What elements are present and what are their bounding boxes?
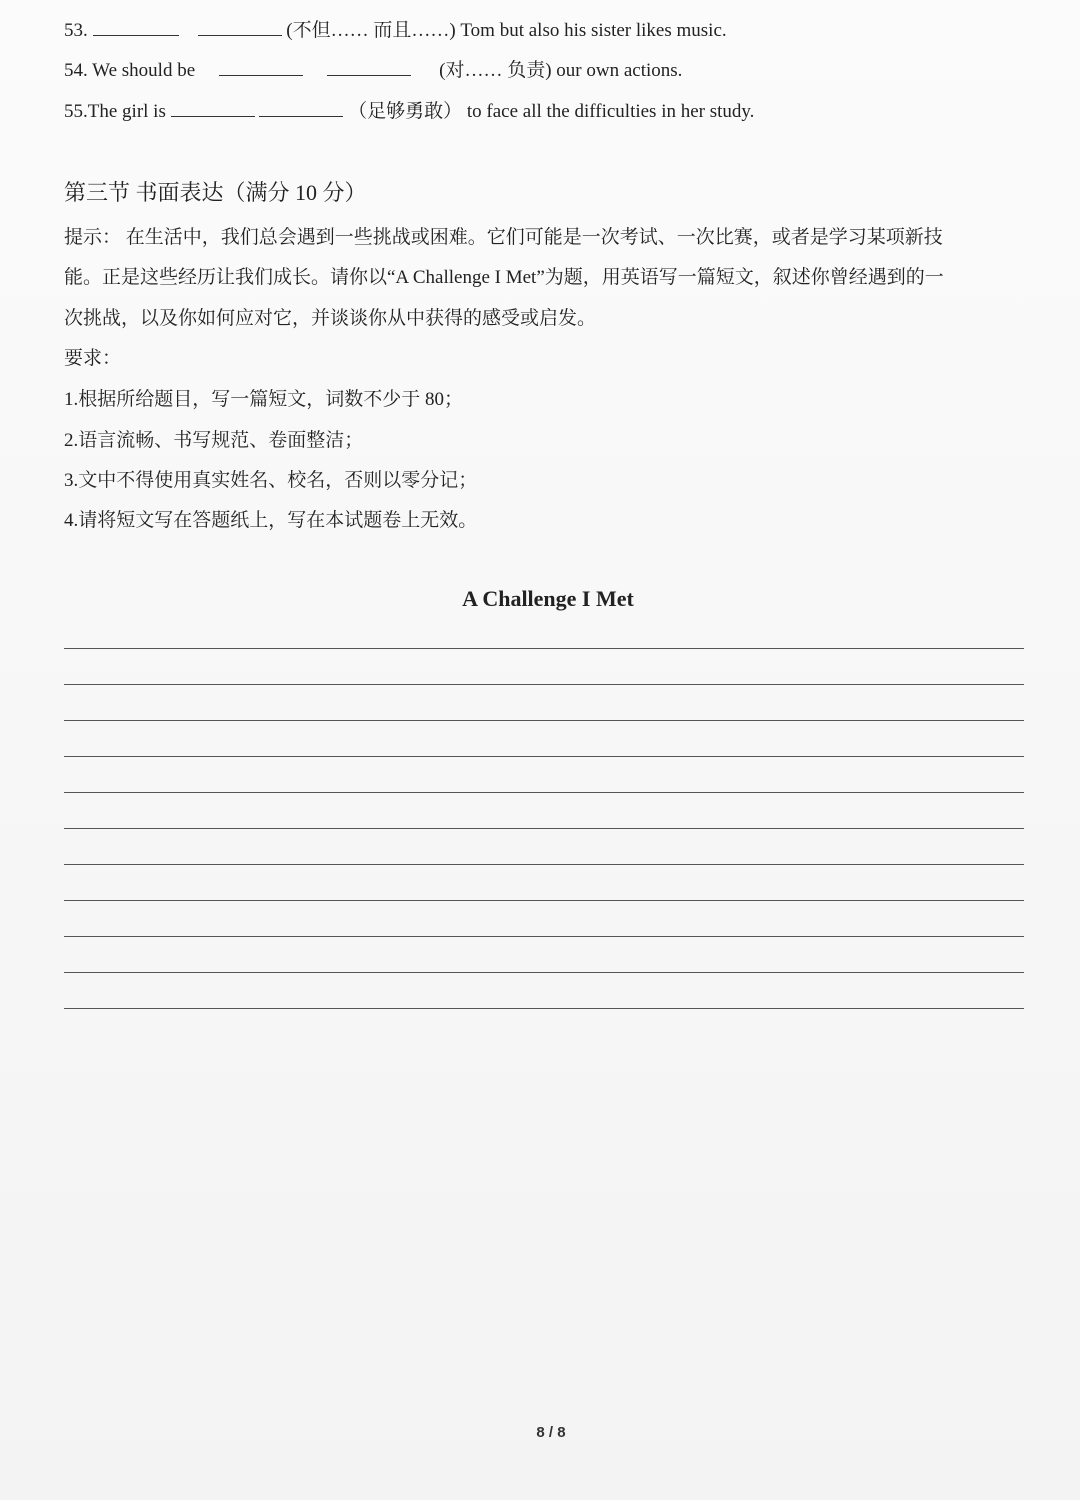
question-54 [64,57,682,83]
question-hint: (不但…… 而且……) [286,20,456,41]
writing-line [64,972,1024,973]
question-hint: （足够勇敢） [348,101,463,122]
requirement-item: 3.文中不得使用真实姓名、校名，否则以零分记； [64,470,478,491]
prompt-line: 能。正是这些经历让我们成长。请你以“A Challenge I Met”为题，用英语写一篇短文，叙述你曾经遇到的一 [64,267,944,288]
question-number: 55. [64,101,88,122]
question-text: to face all the difficulties in her study. [466,101,755,122]
writing-line [64,1008,1024,1009]
writing-line [64,792,1024,793]
question-text: Tom but also his sister likes music. [460,20,727,41]
question-55 [64,98,754,124]
writing-line [64,828,1024,829]
answer-blank [327,57,411,76]
question-text: The girl is [87,101,166,122]
page-indicator: 8 / 8 [536,1424,566,1441]
prompt-line: 次挑战，以及你如何应对它，并谈谈你从中获得的感受或启发。 [64,308,597,329]
section-title: 第三节 书面表达（满分 10 分） [64,180,367,205]
requirements-label: 要求： [64,348,122,369]
writing-line [64,648,1024,649]
answer-blank [93,17,179,36]
answer-blank [219,57,303,76]
requirement-item: 1.根据所给题目，写一篇短文，词数不少于 80； [64,389,464,410]
writing-line [64,864,1024,865]
question-hint: (对…… 负责) [439,60,552,81]
question-text: our own actions. [556,60,683,81]
writing-line [64,756,1024,757]
essay-title: A Challenge I Met [462,586,634,611]
question-number: 53. [64,20,88,41]
answer-blank [259,98,343,117]
question-53 [64,17,727,43]
requirement-item: 2.语言流畅、书写规范、卷面整洁； [64,430,364,451]
writing-line [64,900,1024,901]
question-number: 54. [64,60,88,81]
answer-blank [171,98,255,117]
writing-line [64,936,1024,937]
answer-blank [198,17,282,36]
requirement-item: 4.请将短文写在答题纸上，写在本试题卷上无效。 [64,510,478,531]
writing-line [64,684,1024,685]
writing-line [64,720,1024,721]
question-text: We should be [92,60,196,81]
prompt-line: 提示： 在生活中，我们总会遇到一些挑战或困难。它们可能是一次考试、一次比赛，或者是学习某项新技 [64,227,943,248]
